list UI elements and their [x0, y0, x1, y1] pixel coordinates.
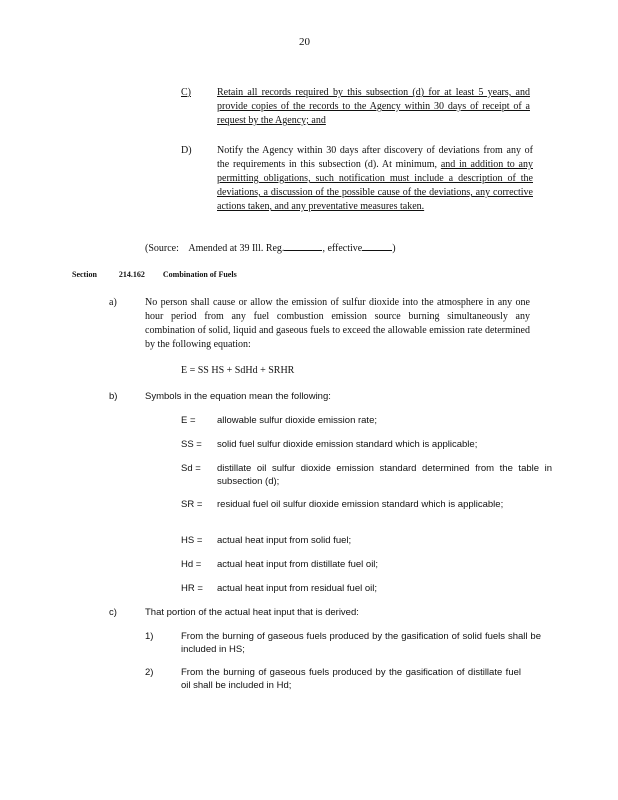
symbol-ss: SS = [181, 439, 202, 450]
symbol-hd: Hd = [181, 559, 202, 570]
source-effective: , effective [322, 243, 363, 254]
section-number: 214.162 [118, 270, 145, 279]
item-c-text [217, 86, 530, 128]
source-prefix: (Source: [145, 243, 179, 254]
item-d-text-underlined: and in addition to any permitting obligations, such notification must include a description of the deviations, a discussion of the possible cause of the deviations, any corrective actions taken, and any preventative measures taken. [217, 159, 533, 212]
symbol-sr: SR = [181, 499, 203, 510]
section-title: Combination of Fuels [162, 270, 237, 279]
para-a-label: a) [109, 297, 117, 308]
item-d-label: D) [181, 145, 192, 156]
para-b-intro: Symbols in the equation mean the following: [145, 391, 331, 402]
symbol-sr-def: residual fuel oil sulfur dioxide emission standard which is applicable; [217, 499, 504, 510]
symbol-hr: HR = [181, 583, 203, 594]
symbol-sd-def: distillate oil sulfur dioxide emission standard determined from the table in subsection (d); [217, 463, 552, 487]
para-c-intro: That portion of the actual heat input that is derived: [145, 607, 359, 618]
section-word: Section [72, 270, 97, 279]
para-a-text: No person shall cause or allow the emission of sulfur dioxide into the atmosphere in any one hour period from any fuel combustion emission source burning simultaneously any combination of solid, liquid and gaseous fuels to exceed the allowable emission rate determined by the following equation: [145, 297, 530, 350]
symbol-e-def: allowable sulfur dioxide emission rate; [217, 415, 377, 426]
item-c-label: C) [181, 87, 191, 98]
symbol-hr-def: actual heat input from residual fuel oil; [217, 583, 378, 594]
symbol-e: E = [181, 415, 196, 426]
section-heading [72, 270, 237, 279]
effective-blank [362, 240, 392, 251]
symbol-sd: Sd = [181, 463, 201, 474]
para-c-item-1-text: From the burning of gaseous fuels produced by the gasification of solid fuels shall be included in HS; [181, 631, 541, 655]
para-c-item-2-text: From the burning of gaseous fuels produced by the gasification of distillate fuel oil shall be included in Hd; [181, 667, 521, 691]
para-c-label: c) [109, 607, 117, 618]
page-number: 20 [299, 36, 310, 48]
symbol-ss-def: solid fuel sulfur dioxide emission standard which is applicable; [217, 439, 478, 450]
para-c-item-2-label: 2) [145, 667, 154, 678]
source-amended: Amended at 39 Ill. Reg. [188, 243, 285, 254]
item-d-text-plain: Notify the Agency within 30 days after discovery of deviations from any of the requirements in this subsection (d). At minimum, [217, 145, 533, 170]
item-c-text-content: Retain all records required by this subsection (d) for at least 5 years, and provide copies of the records to the Agency within 30 days of receipt of a request by the Agency; and [217, 87, 530, 126]
para-b-label: b) [109, 391, 118, 402]
symbol-hs: HS = [181, 535, 203, 546]
symbol-hs-def: actual heat input from solid fuel; [217, 535, 352, 546]
para-c-item-1-label: 1) [145, 631, 154, 642]
symbol-hd-def: actual heat input from distillate fuel oil; [217, 559, 379, 570]
equation: E = SS HS + SdHd + SRHR [181, 365, 295, 376]
item-d-text [217, 144, 533, 214]
source-note [145, 240, 396, 256]
source-suffix: ) [392, 243, 396, 254]
register-blank [284, 240, 322, 251]
